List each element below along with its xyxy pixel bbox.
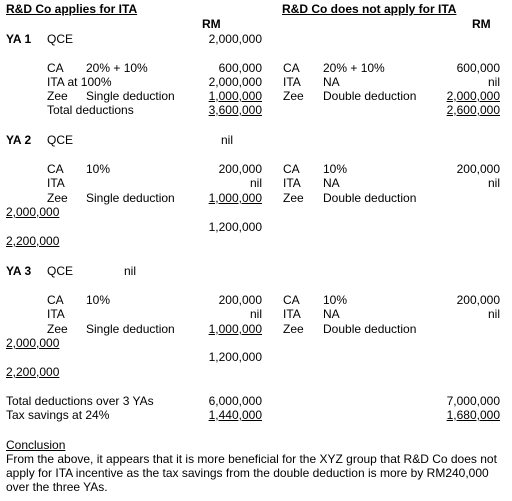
rm-left-label: RM: [202, 17, 221, 31]
summary-total-label: Total deductions over 3 YAs: [6, 394, 154, 408]
ya2-right-ca-desc: 10%: [323, 162, 348, 176]
ya1-left-ita-value: 2,000,000: [208, 75, 262, 89]
ya1-right-ita-desc: NA: [323, 75, 340, 89]
ya1-left-ca-code: CA: [47, 61, 64, 75]
ya1-left-ca-desc: 20% + 10%: [86, 61, 148, 75]
conclusion-text: From the above, it appears that it is more beneficial for the XYZ group that R&D Co does not apply for ITA incentive as the tax savings from the double deduction is more by RM240,000 over the three YAs.: [6, 452, 497, 494]
ya3-right-ca-code: CA: [283, 293, 300, 307]
ya3-right-ita-desc: NA: [323, 307, 340, 321]
ya1-left-zee-desc: Single deduction: [86, 89, 175, 103]
ya3-qce-value: nil: [124, 264, 137, 278]
ya3-right-zee-desc: Double deduction: [323, 322, 417, 336]
ya1-left-ca-value: 600,000: [218, 61, 262, 75]
ya2-left-total-value: 1,200,000: [208, 220, 262, 234]
ya2-right-ita-desc: NA: [323, 176, 340, 190]
ya2-right-ita-value: nil: [487, 176, 500, 190]
ya1-left-ita-code: ITA at 100%: [47, 75, 112, 89]
ya3-left-total-value: 1,200,000: [208, 350, 262, 364]
ya3-left-ita-code: ITA: [47, 307, 65, 321]
ya2-left-zee-desc: Single deduction: [86, 191, 175, 205]
ya2-left-ita-value: nil: [249, 176, 262, 190]
ya2-qce-label: QCE: [47, 133, 74, 147]
ya1-left-zee-code: Zee: [47, 89, 68, 103]
conclusion-heading: Conclusion: [6, 438, 66, 452]
ya1-right-ita-code: ITA: [283, 75, 301, 89]
ya2-right-ita-code: ITA: [283, 176, 301, 190]
ya1-right-ca-value: 600,000: [456, 61, 500, 75]
ya3-left-zee-value: 1,000,000: [208, 322, 262, 336]
ya2-left-ca-desc: 10%: [86, 162, 111, 176]
ya3-right-zee-value: 2,000,000: [6, 336, 60, 350]
summary-savings-right: 1,680,000: [446, 408, 500, 422]
ya3-qce-label: QCE: [47, 264, 74, 278]
ya1-left-total-label: Total deductions: [47, 103, 134, 117]
summary-total-left: 6,000,000: [208, 394, 262, 408]
left-heading: R&D Co applies for ITA: [6, 2, 138, 16]
ya2-label: YA 2: [6, 133, 32, 147]
ya1-label: YA 1: [6, 32, 32, 46]
ya1-qce-label: QCE: [47, 32, 74, 46]
ya3-right-ca-value: 200,000: [456, 293, 500, 307]
ya2-left-ca-value: 200,000: [218, 162, 262, 176]
ya2-left-zee-code: Zee: [47, 191, 68, 205]
right-heading: R&D Co does not apply for ITA: [282, 2, 457, 16]
ya3-left-ca-desc: 10%: [86, 293, 111, 307]
ya3-right-ca-desc: 10%: [323, 293, 348, 307]
ya1-right-zee-code: Zee: [283, 89, 304, 103]
ya2-left-ita-code: ITA: [47, 176, 65, 190]
ya3-right-ita-code: ITA: [283, 307, 301, 321]
ya3-left-zee-desc: Single deduction: [86, 322, 175, 336]
ya3-label: YA 3: [6, 264, 32, 278]
ya2-right-zee-value: 2,000,000: [6, 205, 60, 219]
ya3-right-ita-value: nil: [487, 307, 500, 321]
ya1-right-ita-value: nil: [487, 75, 500, 89]
ya3-left-ita-value: nil: [249, 307, 262, 321]
ya1-left-zee-value: 1,000,000: [208, 89, 262, 103]
ya2-right-zee-code: Zee: [283, 191, 304, 205]
summary-savings-left: 1,440,000: [208, 408, 262, 422]
ya1-qce-value: 2,000,000: [208, 32, 262, 46]
ya1-right-total-value: 2,600,000: [446, 103, 500, 117]
ya1-right-ca-code: CA: [283, 61, 300, 75]
ya3-left-ca-value: 200,000: [218, 293, 262, 307]
ya2-qce-value: nil: [221, 133, 234, 147]
ya2-left-ca-code: CA: [47, 162, 64, 176]
ya1-right-zee-desc: Double deduction: [323, 89, 417, 103]
ya1-right-ca-desc: 20% + 10%: [323, 61, 385, 75]
rm-right-label: RM: [472, 17, 491, 31]
summary-savings-label: Tax savings at 24%: [6, 408, 110, 422]
ya2-right-ca-code: CA: [283, 162, 300, 176]
ya2-right-zee-desc: Double deduction: [323, 191, 417, 205]
summary-total-right: 7,000,000: [446, 394, 500, 408]
ya2-right-ca-value: 200,000: [456, 162, 500, 176]
ya3-right-total-value: 2,200,000: [6, 365, 60, 379]
ya1-left-total-value: 3,600,000: [208, 103, 262, 117]
ya2-right-total-value: 2,200,000: [6, 234, 60, 248]
ya3-left-zee-code: Zee: [47, 322, 68, 336]
ya2-left-zee-value: 1,000,000: [208, 191, 262, 205]
ya3-left-ca-code: CA: [47, 293, 64, 307]
ya3-right-zee-code: Zee: [283, 322, 304, 336]
ya1-right-zee-value: 2,000,000: [446, 89, 500, 103]
